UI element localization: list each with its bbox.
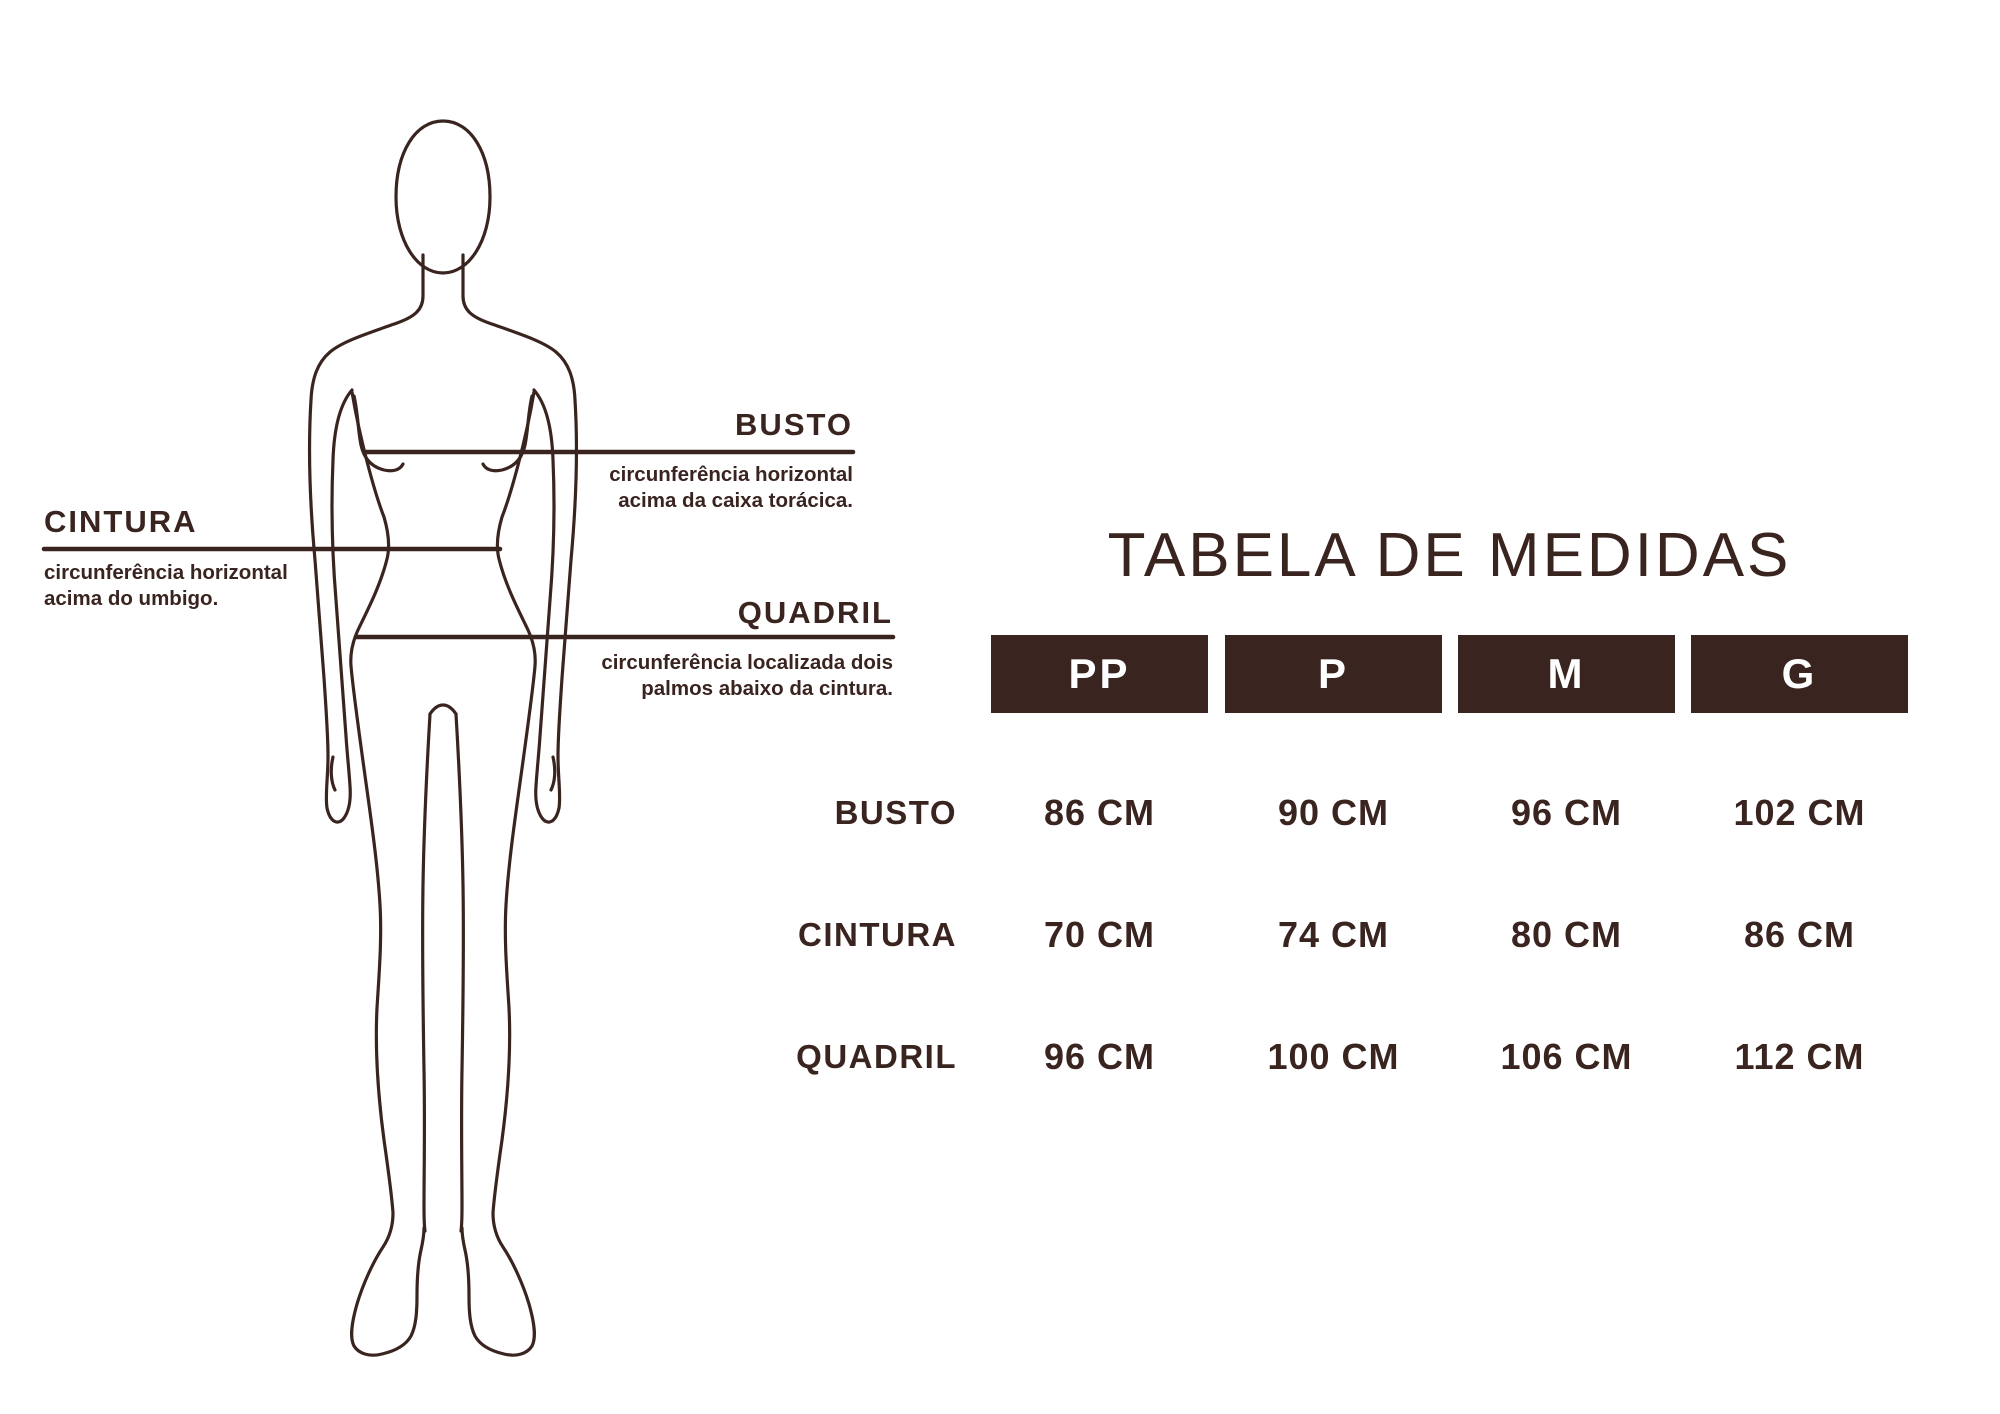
table-row-busto (0, 791, 2000, 835)
right-torso-leg-outline (462, 392, 535, 1355)
cell-cintura-g: 86 CM (1743, 914, 1856, 955)
row-label-quadril: QUADRIL (796, 1038, 957, 1075)
cell-quadril-p: 100 CM (1267, 1036, 1400, 1077)
cell-busto-p: 90 CM (1277, 792, 1390, 833)
bust-description (609, 462, 853, 513)
cell-cintura-m: 80 CM (1510, 914, 1623, 955)
table-row-quadril (0, 1035, 2000, 1079)
hip-description-line1: circunferência localizada dois (601, 651, 893, 674)
bust-label: BUSTO (735, 407, 853, 442)
waist-label: CINTURA (44, 504, 198, 539)
hip-description-line2: palmos abaixo da cintura. (641, 676, 893, 700)
cell-quadril-g: 112 CM (1734, 1036, 1865, 1077)
waist-description (44, 560, 288, 611)
bust-description-line1: circunferência horizontal (609, 463, 853, 486)
row-label-busto: BUSTO (834, 794, 957, 831)
row-label-cintura: CINTURA (798, 916, 957, 953)
cell-cintura-p: 74 CM (1277, 914, 1390, 955)
crotch-curve (430, 705, 456, 714)
size-header-g: G (1691, 635, 1908, 713)
right-arm-outline (463, 255, 576, 822)
table-row-cintura (0, 913, 2000, 957)
cell-quadril-pp: 96 CM (1043, 1036, 1156, 1077)
waist-description-line1: circunferência horizontal (44, 561, 288, 584)
size-table-title: TABELA DE MEDIDAS (1107, 521, 1792, 590)
cell-busto-m: 96 CM (1510, 792, 1623, 833)
cell-cintura-pp: 70 CM (1043, 914, 1156, 955)
waist-description-line2: acima do umbigo. (44, 586, 219, 610)
head-outline (396, 121, 490, 273)
cell-busto-g: 102 CM (1733, 792, 1866, 833)
cell-quadril-m: 106 CM (1500, 1036, 1633, 1077)
right-thumb-line (551, 757, 555, 790)
size-header-pp: PP (991, 635, 1208, 713)
hip-label: QUADRIL (737, 595, 893, 630)
cell-busto-pp: 86 CM (1043, 792, 1156, 833)
left-torso-leg-outline (351, 392, 424, 1355)
hip-description (601, 650, 893, 701)
size-header-m: M (1458, 635, 1675, 713)
left-arm-outline (310, 255, 423, 822)
size-header-p: P (1225, 635, 1442, 713)
bust-description-line2: acima da caixa torácica. (618, 488, 853, 512)
left-thumb-line (331, 757, 335, 790)
